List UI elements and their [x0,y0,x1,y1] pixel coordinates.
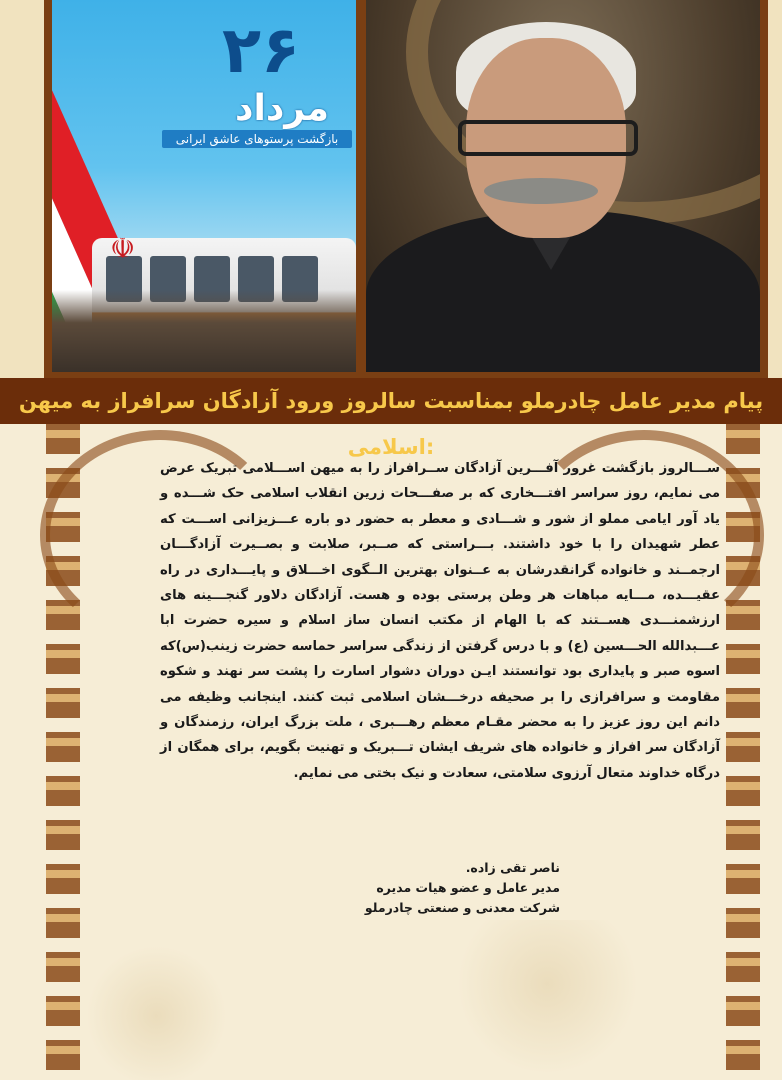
poster-month: مرداد [235,88,329,129]
iran-emblem-icon: ☫ [110,232,136,265]
message-body: ســـالروز بازگشت غرور آفـــرین آزادگان ســرافراز را به میهن اســـلامی تبریک عرض می نمایم، روز سراسر افتـــخاری که بر صفـــحات زرین انقلاب اسلامی حک شـــده و یاد آور ایامی مملو از شور و شـــادی و معطر به حضور دو باره عـــزیزانی اســـت که عطر شهیدان را با خود داشتند. بـــراستی که صــبر، صلابت و بصــیرت آزادگـــان ارجمــند و خانواده گرانقدرشان به عــنوان بهترین الــگوی اخـــلاق و پایـــداری در راه عقیـــده، مـــایه مباهات هر وطن پرستی بوده و هست. آزادگان دلاور گنجـــینه های ارزشمنـــدی هســتند که با الهام از مکتب انسان ساز اسلام و سیره حضرت ابا عـــبدالله الحـــسین (ع) و با درس گرفتن از زندگی سراسر حماسه حضرت زینب(س)که اسوه صبر و پایداری بود توانستند ایـن دوران دشوار اسارت را پشت سر نهند و شکوه مقاومت و سرافرازی را بر صحیفه درخـــشان اسلامی ثبت کنند. اینجانب وظیفه می دانم این روز عزیز را به محضر مقـام معظم رهـــبری ، ملت بزرگ ایران، رزمندگان و آزادگان سر افراز و خانواده های شریف ایشان تـــبریک و تهنیت بگویم، برای همگان از درگاه خداوند متعال آرزوی سلامتی، سعادت و نیک بختی می نمایم. [160,461,720,781]
poster-date-number: ۲۶ [221,14,301,88]
anniversary-poster [52,0,356,372]
top-photo-band [0,0,782,378]
signer-name: ناصر تقی زاده. [465,860,560,875]
message-heading: پیام مدیر عامل چادرملو بمناسبت سالروز ورود آزادگان سرافراز به میهن اسلامی: [0,378,782,424]
crowd-image [52,290,356,372]
background-pattern [0,920,782,1080]
signature-block [300,858,560,918]
signer-title: مدیر عامل و عضو هیات مدیره [376,880,560,895]
poster-tagline: بازگشت پرستوهای عاشق ایرانی [162,130,352,148]
ceo-portrait [366,0,760,372]
signer-company: شرکت معدنی و صنعتی چادرملو [364,900,560,915]
